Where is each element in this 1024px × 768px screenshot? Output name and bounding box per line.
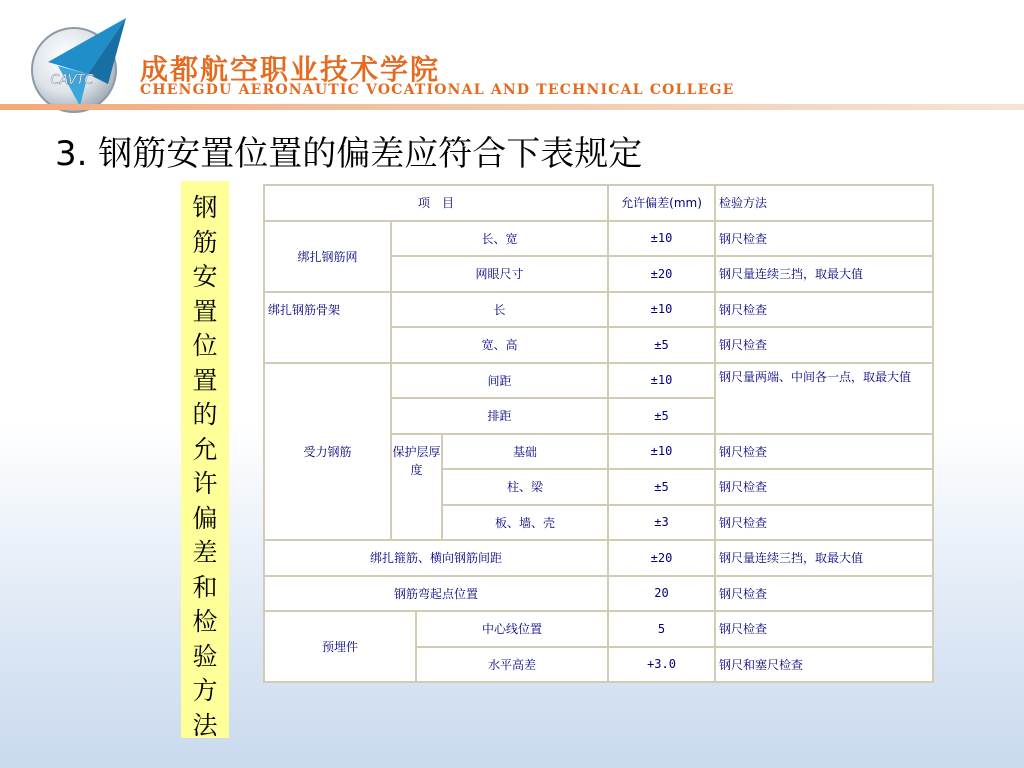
item-cell: 钢筋弯起点位置 [264,576,608,612]
item-cell: 板、墙、壳 [442,505,608,541]
item-cell: 长 [391,292,608,328]
college-logo [28,14,132,118]
tolerance-cell: 5 [608,611,715,647]
group-cell: 受力钢筋 [264,363,391,541]
college-name-en: CHENGDU AERONAUTIC VOCATIONAL AND TECHNICAL COLLEGE [140,82,735,98]
header-item: 项 目 [264,185,608,221]
table-header-row [264,185,933,221]
item-cell: 间距 [391,363,608,399]
side-label: 钢筋安置位置的允许偏差和检验方法 [181,181,229,738]
table-row [264,292,933,328]
logo-text: CAVTC [50,73,94,88]
header-divider [0,104,1024,110]
group-cell: 绑扎钢筋网 [264,221,391,292]
method-cell: 钢尺检查 [715,505,933,541]
group-cell: 绑扎钢筋骨架 [264,292,391,363]
method-cell: 钢尺量连续三挡，取最大值 [715,540,933,576]
method-cell: 钢尺量连续三挡，取最大值 [715,256,933,292]
tolerance-cell: ±10 [608,434,715,470]
item-cell: 绑扎箍筋、横向钢筋间距 [264,540,608,576]
tolerance-cell: 20 [608,576,715,612]
tolerance-cell: ±5 [608,398,715,434]
method-cell: 钢尺检查 [715,327,933,363]
item-cell: 宽、高 [391,327,608,363]
item-cell: 长、宽 [391,221,608,257]
header-tolerance: 允许偏差(mm) [608,185,715,221]
slide-title: 3. 钢筋安置位置的偏差应符合下表规定 [55,134,643,174]
method-cell: 钢尺检查 [715,292,933,328]
item-cell: 基础 [442,434,608,470]
item-cell: 网眼尺寸 [391,256,608,292]
tolerance-cell: ±3 [608,505,715,541]
tolerance-cell: +3.0 [608,647,715,683]
tolerance-cell: ±20 [608,256,715,292]
tolerance-cell: ±5 [608,327,715,363]
method-cell: 钢尺检查 [715,611,933,647]
table-row [264,611,933,647]
item-cell: 水平高差 [416,647,608,683]
tolerance-cell: ±20 [608,540,715,576]
table-row [264,363,933,399]
tolerance-cell: ±5 [608,469,715,505]
item-cell: 柱、梁 [442,469,608,505]
tolerance-cell: ±10 [608,292,715,328]
tolerance-cell: ±10 [608,363,715,399]
method-cell: 钢尺检查 [715,576,933,612]
subgroup-cell: 保护层厚度 [391,434,442,541]
table-row [264,540,933,576]
header-method: 检验方法 [715,185,933,221]
group-cell: 预埋件 [264,611,416,682]
method-cell: 钢尺检查 [715,469,933,505]
table-row [264,221,933,257]
method-cell: 钢尺检查 [715,221,933,257]
method-cell: 钢尺和塞尺检查 [715,647,933,683]
item-cell: 排距 [391,398,608,434]
method-cell: 钢尺量两端、中间各一点，取最大值 [715,363,933,434]
table-row [264,576,933,612]
item-cell: 中心线位置 [416,611,608,647]
tolerance-cell: ±10 [608,221,715,257]
method-cell: 钢尺检查 [715,434,933,470]
tolerance-table [263,184,934,683]
college-name-cn: 成都航空职业技术学院 [140,53,441,86]
